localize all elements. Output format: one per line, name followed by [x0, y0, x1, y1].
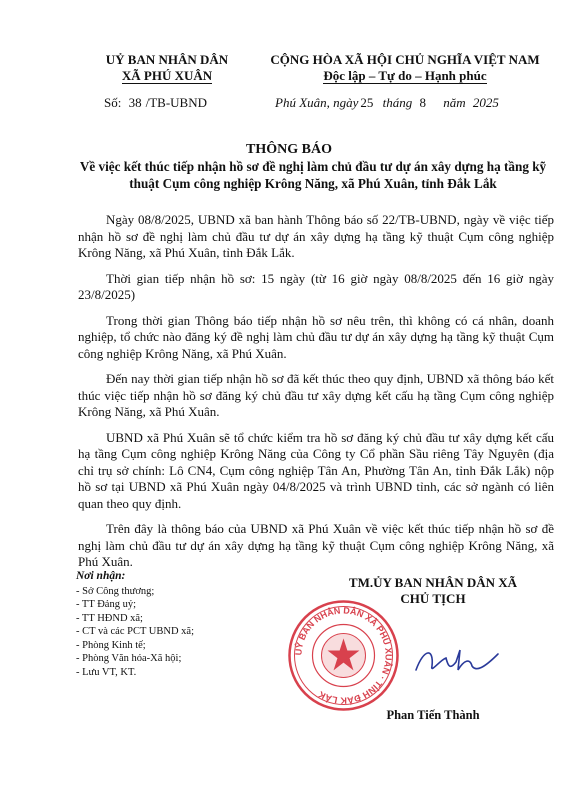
recipient-item: - CT và các PCT UBND xã; — [76, 626, 195, 637]
year-label: năm — [443, 95, 466, 110]
document-title: THÔNG BÁO — [246, 142, 332, 157]
recipients-title: Nơi nhận: — [76, 570, 126, 582]
month-value: 8 — [419, 95, 427, 110]
month-label: tháng — [382, 95, 413, 110]
recipient-item: - TT Đảng uỷ; — [76, 599, 136, 610]
org-name-line2: XÃ PHÚ XUÂN — [121, 68, 213, 83]
recipient-item: - Sở Công thương; — [76, 585, 155, 597]
year-value: 2025 — [472, 95, 499, 110]
paragraph: Trong thời gian Thông báo tiếp nhận hồ sơ nêu trên, thì không có cá nhân, doanh nghiệp, tổ chức nào đăng ký đề nghị làm chủ đầu tư dự án xây dựng hạ tầng kỹ thuật Cụm công nghiệp Krông Năng, xã Phú Xuân. — [78, 312, 554, 361]
recipient-item: - TT HĐND xã; — [76, 612, 143, 624]
recipient-item: - Phòng Kinh tế; — [76, 639, 146, 651]
paragraph: UBND xã Phú Xuân sẽ tổ chức kiểm tra hồ sơ đăng ký chủ đầu tư xây dựng kết cấu hạ tầng Cụm công nghiệp Krông Năng của Công ty Cổ phần Sầu riêng Tây Nguyên (địa chỉ trụ sở chính: Lô CN4, Cụm công nghiệp Tân An, Phường Tân An, tỉnh Đắk Lắk) nộp hồ sơ tại UBND xã Phú Xuân ngày 04/8/2025 và trình UBND tỉnh, các sở ngành có liên quan theo quy định. — [78, 429, 554, 511]
paragraph: Đến nay thời gian tiếp nhận hồ sơ đã kết thúc theo quy định, UBND xã thông báo kết thúc việc tiếp nhận hồ sơ đăng ký chủ đầu tư xây dựng kết cấu hạ tầng Cụm công nghiệp Krông Năng, xã Phú Xuân. — [78, 371, 554, 419]
national-title: CỘNG HÒA XÃ HỘI CHỦ NGHĨA VIỆT NAM — [270, 52, 540, 67]
doc-number-suffix: /TB-UBND — [145, 95, 207, 110]
official-seal — [286, 598, 401, 713]
seal-text: UỶ BAN NHÂN DÂN XÃ PHÚ XUÂN · TỈNH ĐẮK LẮK — [293, 605, 394, 706]
document-body — [78, 212, 554, 580]
paragraph: Thời gian tiếp nhận hồ sơ: 15 ngày (từ 16 giờ ngày 08/8/2025 đến 16 giờ ngày 23/8/2025) — [78, 270, 554, 302]
national-motto: Độc lập – Tự do – Hạnh phúc — [323, 68, 487, 83]
signer-name: Phan Tiến Thành — [386, 708, 480, 722]
recipient-item: - Phòng Văn hóa-Xã hội; — [76, 653, 182, 664]
paragraph: Ngày 08/8/2025, UBND xã ban hành Thông báo số 22/TB-UBND, ngày về việc tiếp nhận hồ sơ đề nghị làm chủ đầu tư dự án xây dựng hạ tầng kỹ thuật Cụm công nghiệp Krông Năng, xã Phú Xuân, tỉnh Đắk Lắk. — [78, 212, 554, 260]
document-number — [104, 95, 211, 111]
recipient-item: - Lưu VT, KT. — [76, 666, 137, 678]
doc-number-label: Số: — [104, 95, 122, 110]
handwritten-signature — [412, 640, 502, 680]
national-header — [244, 52, 566, 85]
document-subtitle: Về việc kết thúc tiếp nhận hồ sơ đề nghị làm chủ đầu tư dự án xây dựng hạ tầng kỹ thuật Cụm công nghiệp Krông Năng, xã Phú Xuân, tỉnh Đắk Lắk — [79, 159, 547, 191]
signature-authority: TM.ỦY BAN NHÂN DÂN XÃ — [348, 575, 518, 590]
doc-number-value: 38 — [128, 95, 142, 110]
issuing-organization — [62, 52, 272, 85]
day-value: 25 — [360, 95, 374, 110]
paragraph: Trên đây là thông báo của UBND xã Phú Xuân về việc kết thúc tiếp nhận hồ sơ đề nghị làm chủ đầu tư dự án xây dựng hạ tầng kỹ thuật Cụm công nghiệp Krông Năng, xã Phú Xuân. — [78, 521, 554, 569]
place-label: Phú Xuân, ngày — [275, 95, 359, 110]
org-name-line1: UỶ BAN NHÂN DÂN — [105, 52, 229, 67]
signature-position: CHỦ TỊCH — [400, 591, 466, 606]
recipients-list — [76, 570, 194, 679]
place-and-date — [275, 95, 501, 111]
